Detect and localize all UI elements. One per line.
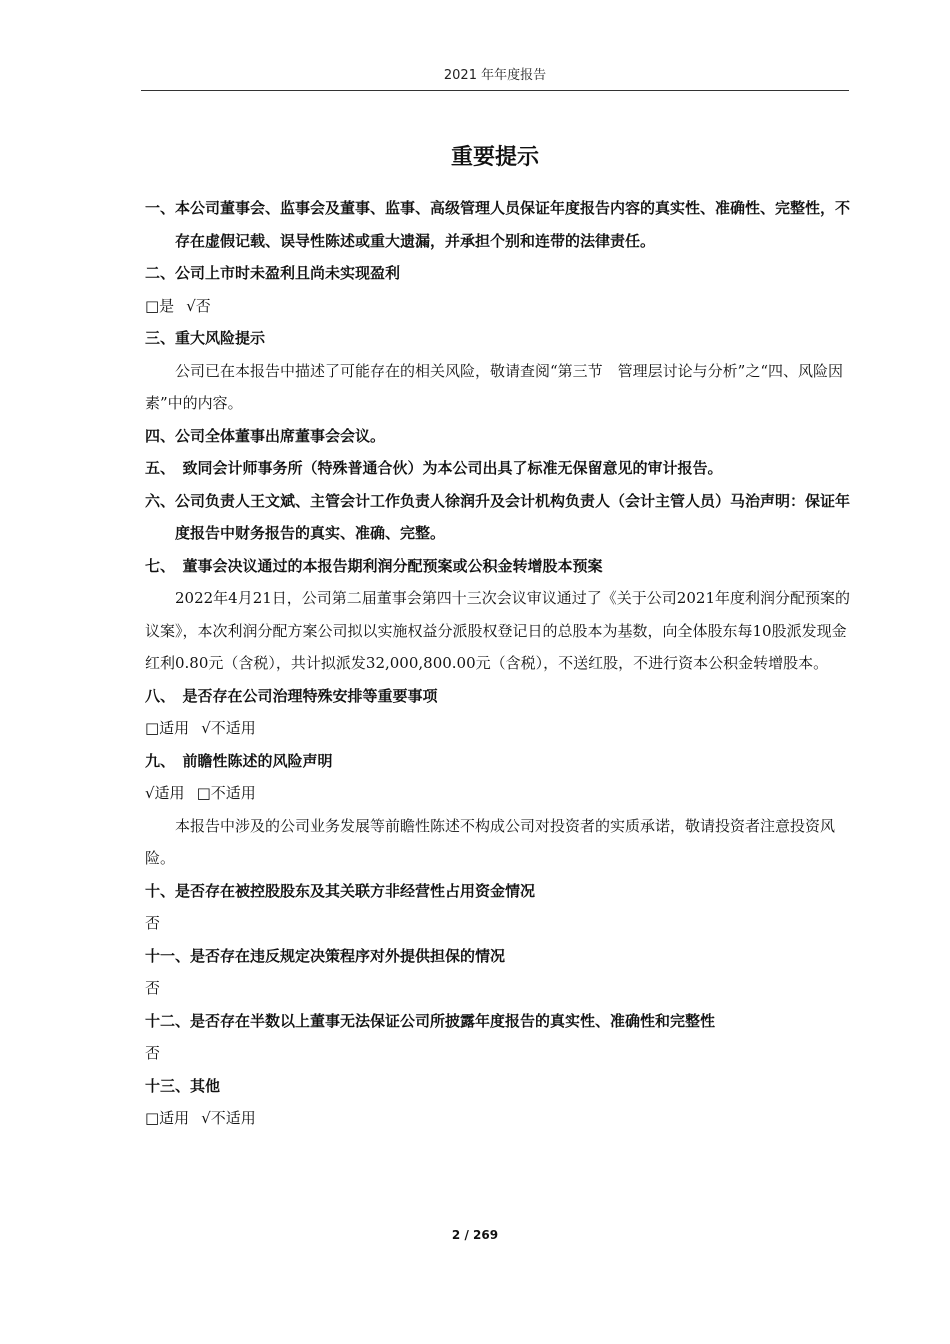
- section-8-heading: 八、 是否存在公司治理特殊安排等重要事项: [145, 686, 438, 705]
- section-4-heading: 四、公司全体董事出席董事会会议。: [145, 426, 386, 445]
- section-9-options: [145, 777, 857, 810]
- section-12-answer: 否: [145, 1044, 161, 1062]
- section-13-heading: 十三、其他: [145, 1076, 221, 1095]
- section-11-answer: 否: [145, 979, 161, 997]
- section-2-options: [145, 290, 857, 323]
- section-3-heading: 三、重大风险提示: [145, 329, 266, 347]
- option-not-applicable: □不适用: [196, 784, 256, 802]
- section-2-heading: 二、公司上市时未盈利且尚未实现盈利: [145, 264, 401, 282]
- section-5-heading: 五、 致同会计师事务所（特殊普通合伙）为本公司出具了标准无保留意见的审计报告。: [145, 459, 723, 477]
- option-applicable: □适用: [145, 1109, 190, 1127]
- running-header: 2021 年年度报告: [141, 62, 849, 91]
- section-8-options: [145, 712, 857, 745]
- section-9-body: 本报告中涉及的公司业务发展等前瞻性陈述不构成公司对投资者的实质承诺，敬请投资者注意投资风险。: [145, 816, 836, 867]
- section-11-heading: 十一、是否存在违反规定决策程序对外提供担保的情况: [145, 946, 506, 965]
- option-applicable: √适用: [145, 784, 185, 802]
- page-title: 重要提示: [450, 145, 539, 170]
- section-10-heading: 十、是否存在被控股股东及其关联方非经营性占用资金情况: [145, 881, 536, 900]
- section-9-heading: 九、 前瞻性陈述的风险声明: [145, 751, 333, 770]
- section-10-answer: 否: [145, 914, 161, 932]
- option-no: √否: [186, 296, 211, 315]
- section-13-options: [145, 1102, 857, 1135]
- option-yes: □是: [145, 296, 175, 315]
- section-7-heading: 七、 董事会决议通过的本报告期利润分配预案或公积金转增股本预案: [145, 556, 603, 575]
- option-not-applicable: √不适用: [201, 719, 256, 737]
- section-3-body: 公司已在本报告中描述了可能存在的相关风险，敬请查阅“第三节 管理层讨论与分析”之“四、风险因素”中的内容。: [145, 361, 844, 412]
- section-12-heading: 十二、是否存在半数以上董事无法保证公司所披露年度报告的真实性、准确性和完整性: [145, 1011, 716, 1030]
- option-applicable: □适用: [145, 719, 190, 737]
- notice-body: [145, 192, 857, 1135]
- section-6-heading: 六、公司负责人王文斌、主管会计工作负责人徐润升及会计机构负责人（会计主管人员）马治声明：保证年度报告中财务报告的真实、准确、完整。: [145, 491, 851, 542]
- section-1-heading: 一、本公司董事会、监事会及董事、监事、高级管理人员保证年度报告内容的真实性、准确性、完整性，不存在虚假记载、误导性陈述或重大遗漏，并承担个别和连带的法律责任。: [145, 199, 851, 250]
- section-7-body: 2022年4月21日，公司第二届董事会第四十三次会议审议通过了《关于公司2021年度利润分配预案的议案》，本次利润分配方案公司拟以实施权益分派股权登记日的总股本为基数，向全体股东每10股派发现金红利0.80元（含税），共计拟派发32,000,800.00元（含税），不送红股，不进行资本公积金转增股本。: [145, 589, 850, 672]
- option-not-applicable: √不适用: [201, 1109, 256, 1127]
- page-number: 2 / 269: [451, 1228, 499, 1242]
